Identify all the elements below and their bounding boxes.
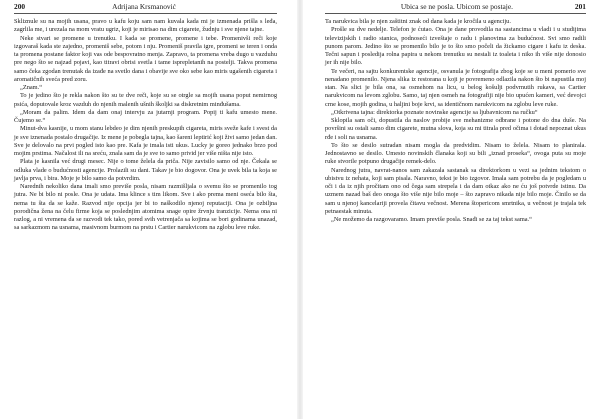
left-body-text xyxy=(14,18,277,233)
paragraph: Neke stvari se promene u trenutku. I kada se promene, promene i tebe. Promenivši reči koje izgovaraš kada ste zajedno, promeniš sebe, potom i nju. Promeniš pravila igre, promeni se teren i onda ta promena postane faktor koji vas ode bespovratno menja. Zapravo, ta promena vreba dugo u vazduhu pre nego što se najzad pojavi, kao titravi obrisi svetla i tame isprepletanih na postelji. Takva promena samo čeka zgodan trenutak da izađe na svetlo dana i obavije sve oko sebe kao miris ugašenih cigareta i aromatičnih sveća pred zoru. xyxy=(14,34,277,83)
paragraph: Skliznule su na mojih usana, pravo u kafu koju sam nam kuvala kada mi je izmenada prišla s leđa, zagrlila me, i urezala na mom vratu ugriz, koji je mirisao na dim cigarete, žudnju i sve njene tajne. xyxy=(14,18,277,34)
paragraph: Narednog jutra, navrat-nanos sam zakazala sastanak sa direktorkom u vezi sa jednim tekstom o ubistvu iz nehata, koji sam pisala. Naravno, tekst je bio izgovor. Imala sam potrebu da je pogledam u oči i da iz njih pročitam ono od čega sam strepela i da dam otkaz ako ne ću još potvrde istinu. Da uzmem nazad baš deo onoga što više nije bilo moje – što zapravo nikada nije bilo moje. Činilo se da sam u njenoj kancelariji provela čitavu večnost. Merena štopericom smrtnika, u večnost je trajala tek petnaestak minuta. xyxy=(325,166,586,215)
paragraph: Narednih nekoliko dana imali smo previše posla, nisam razmišljala o svemu što se promenilo tog jutra. Ne bi bilo ni posle. Ona je udata. Ima klince s tim likom. Sve i ako prema meni oseća bilo šta, nema tu šta da se kaže. Razvod nije opcija jer bi to naškodilo njenoj reputaciji. Ona je ozbiljna porodična žena na čelu firme koja se poslednjim atomima snage opire žrvnju tranzicije. Nema ona ni razlog, a ni vremena da se razvodi tek tako, pored svih vetrenjača sa kojima se bori godinama unazad, sa sarkazmom na usnama, masivnom burmom na prstu i Cartier narukvicom na zglobu leve ruke. xyxy=(14,183,277,232)
paragraph: To je jedino što je rekla nakon što su te dve reči, koje su se otrgle sa mojih usana poput nemirnog psića, doputovale kroz vazduh do njenih malenih ušnih školjki sa diskretnim minđušama. xyxy=(14,92,277,108)
running-title: Ubica se ne posla. Ubicom se postaje. xyxy=(400,2,513,11)
left-page xyxy=(0,0,283,419)
left-running-head xyxy=(14,2,277,14)
book-gutter xyxy=(297,0,303,419)
paragraph: „Otkrivena tajna: direktorka poznate novinske agencije sa ljubavnicom na ručku“ xyxy=(331,108,538,116)
page-number: 200 xyxy=(14,2,26,11)
running-title: Adrijana Krsmanović xyxy=(112,2,176,11)
paragraph: Sklopila sam oči, dopustila da naslov probije sve mehanizme odbrane i potone do dna duše. Na površini su ostali samo dim cigarete, mutna slova, koja su mi titrala pred očima i dotad nepoznat ukus rđe i soli na usnama. xyxy=(325,117,586,141)
page-number: 201 xyxy=(574,2,586,11)
right-page xyxy=(317,0,600,419)
right-body-text xyxy=(325,18,586,224)
right-running-head xyxy=(325,2,586,14)
paragraph: „Znam.“ xyxy=(20,84,43,91)
paragraph: „Moram da palim. Idem da dam onaj intervju za jutarnji program. Popij ti kafu umesto mene. Čujemo se.“ xyxy=(14,108,277,124)
paragraph: To što se desilo sutradan nisam mogla da predvidim. Nisam to želela. Nisam to planirala. Jednostavno se desilo. Umesto novinskih članaka koji su bili „iznad proseka“, ovoga puta su moje ruke stvorile potpuno drugačije remek-delo. xyxy=(325,141,586,166)
paragraph: Minut-dva kasnije, u mom stanu lebdeo je dim njenih preskupih cigareta, miris sveže kafe i svest da je sve iznenada postalo drugačije. Iz mene je pobegla tajna, kao šareni leptirić koji živi samo jedan dan. Sve je delovalo na prvi pogled isto kao pre. Kafa je imala isti ukus. Lucky je goreo jednako brzo pod mojim prstima. Načalost ili na sreću, znala sam da je sve to samo privid jer više ništa nije isto. xyxy=(14,125,277,157)
paragraph: Plata je kasnila već drugi mesec. Nije o tome želela da priča. Nije zavisilo samo od nje. Čekala se odluka vlade o budućnosti agencije. Prolazili su dani. Takav je bio dogovor. Ona je uvek bila ta koja se javlja prva, i bira. Moje je bilo samo da potvrdim. xyxy=(14,158,277,182)
paragraph: „Ne možemo da razgovaramo. Imam previše posla. Snađi se za taj tekst sama.“ xyxy=(331,216,532,223)
paragraph: Prošle su dve nedelje. Telefon je ćutao. Ona je dane provodila na sastancima u vladi i u studijima televizijskih i radio stanica, podnoseći izveštaje o radu i planovima za budućnost. Svi smo radili punom parom. Jedino što se promenilo bilo je to što smo počeli da žickamo cigare i kafu iz deska. Tečni sapun i posledija rolna papira u nekom trenutku su nestali iz toaleta i niko ih više nije donosio jer ih nije bilo. xyxy=(325,26,586,67)
paragraph: Ta narukvica bila je njen zaštitni znak od dana kada je kročila u agenciju. xyxy=(325,18,511,25)
paragraph: Te večeri, na sajtu konkurentske agencije, osvanula je fotografija zbog koje se u meni pomerio sve nenadano promenilo. Njena slika iz restorana u koji je povremeno odlazila nakon što bi napustila moj stan. Na slici je bila ona, sa osmehom na licu, u belog košulji podvrnutih rukava, sa Cartier narukvicom na levom zglobu. Samo, taj njen osmeh na fotografiji nije bio upućen kameri, već devojci crne kose, mojih godina, u haljini boje krvi, sa identičnom narukvicom na zglobu leve ruke. xyxy=(325,67,586,108)
